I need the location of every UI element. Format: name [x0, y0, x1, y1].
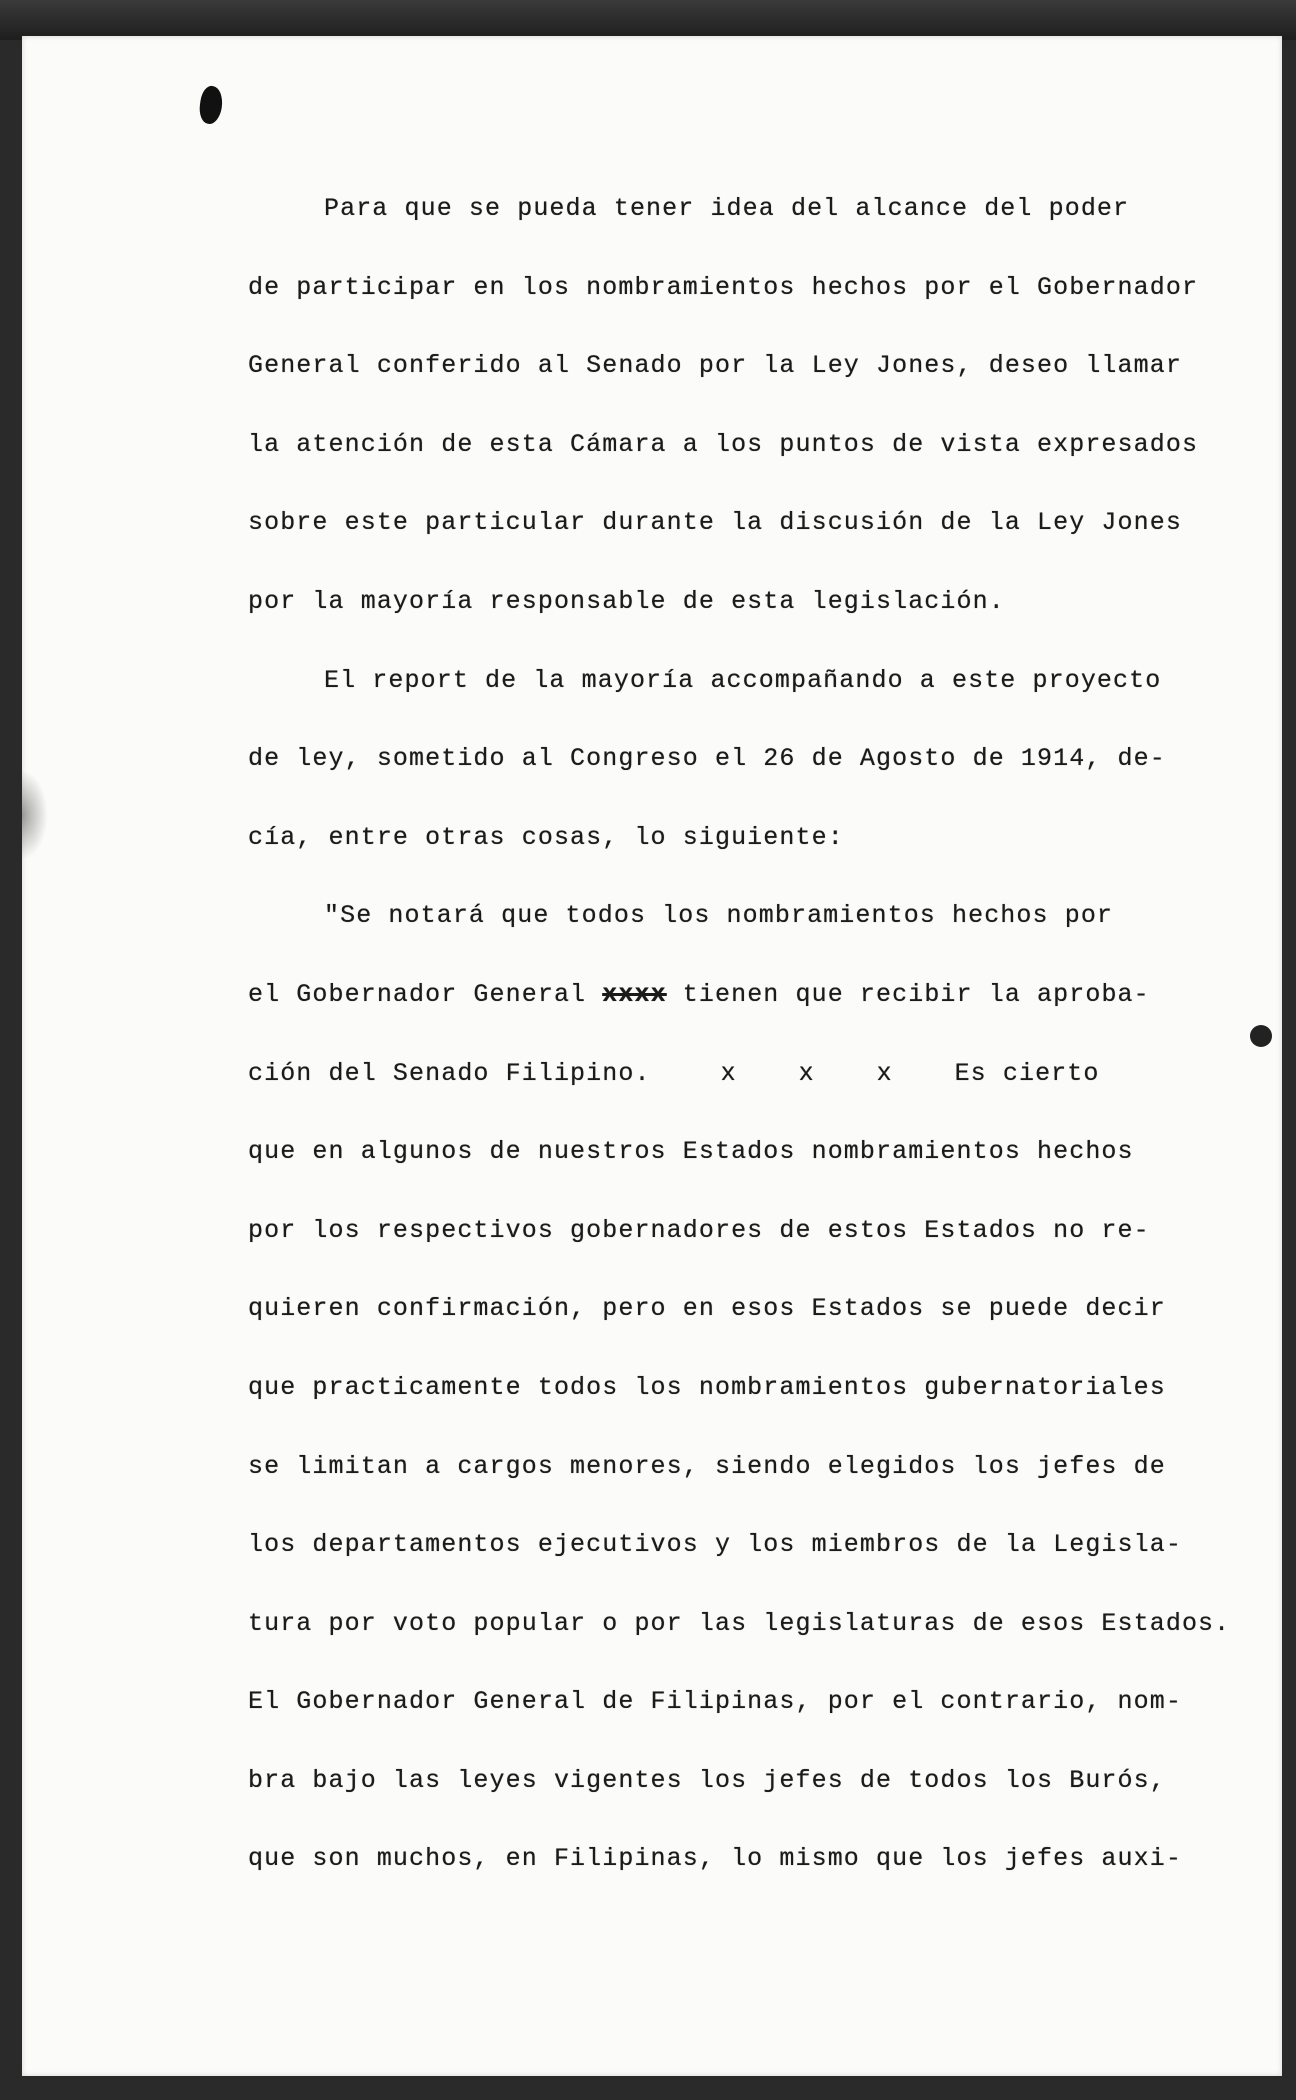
text-line: los departamentos ejecutivos y los miembros de la Legisla- — [248, 1530, 1182, 1560]
edge-smudge — [22, 770, 48, 860]
text-line: quieren confirmación, pero en esos Estados se puede decir — [248, 1294, 1166, 1324]
text-line: bra bajo las leyes vigentes los jefes de todos los Burós, — [248, 1765, 1166, 1795]
text-line-with-omission — [248, 1055, 1208, 1134]
text-line: que en algunos de nuestros Estados nombramientos hechos — [248, 1137, 1134, 1167]
text-line: que practicamente todos los nombramientos gubernatoriales — [248, 1372, 1166, 1402]
text-line: que son muchos, en Filipinas, lo mismo que los jefes auxi- — [248, 1844, 1182, 1874]
margin-ink-dot — [1250, 1025, 1272, 1047]
typewritten-text — [248, 190, 1231, 1919]
text-line: Para que se pueda tener idea del alcance del poder — [324, 194, 1130, 223]
struck-out-word: xxxx — [602, 979, 667, 1009]
text-line: se limitan a cargos menores, siendo elegidos los jefes de — [248, 1451, 1166, 1481]
omission-mark: x — [798, 1058, 814, 1088]
text-line: General conferido al Senado por la Ley Jones, deseo llamar — [248, 351, 1182, 381]
text-line: cía, entre otras cosas, lo siguiente: — [248, 822, 844, 852]
text-line: El Gobernador General de Filipinas, por el contrario, nom- — [248, 1687, 1182, 1717]
text-line: de participar en los nombramientos hechos por el Gobernador — [248, 272, 1199, 302]
text-line: de ley, sometido al Congreso el 26 de Agosto de 1914, de- — [248, 744, 1166, 774]
text-fragment: tienen que recibir la aproba- — [666, 979, 1150, 1009]
text-line: tura por voto popular o por las legislaturas de esos Estados. — [248, 1608, 1231, 1638]
text-fragment: el Gobernador General — [248, 979, 603, 1009]
omission-mark: x — [720, 1058, 736, 1088]
text-line: por los respectivos gobernadores de estos Estados no re- — [248, 1215, 1150, 1245]
text-line: la atención de esta Cámara a los puntos de vista expresados — [248, 429, 1199, 459]
text-line: sobre este particular durante la discusión de la Ley Jones — [248, 508, 1182, 538]
scan-border — [0, 0, 1296, 40]
text-line: "Se notará que todos los nombramientos hechos por — [324, 901, 1114, 931]
text-line: El report de la mayoría accompañando a este proyecto — [324, 665, 1162, 695]
text-fragment: Es cierto — [954, 1058, 1100, 1088]
text-fragment: ción del Senado Filipino. — [248, 1058, 651, 1088]
text-line-with-strikeout — [248, 976, 1208, 1055]
text-line: por la mayoría responsable de esta legislación. — [248, 586, 1005, 616]
omission-mark: x — [876, 1058, 892, 1088]
omission-marks — [721, 1059, 955, 1088]
